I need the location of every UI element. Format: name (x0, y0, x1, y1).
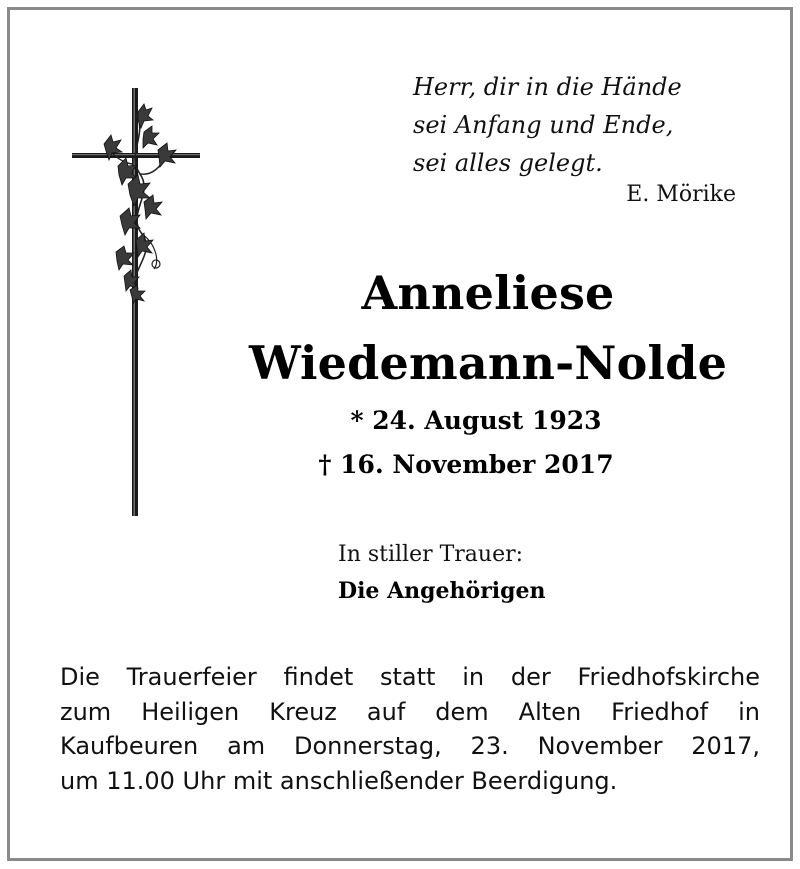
quote-author: E. Mörike (626, 182, 736, 207)
deceased-first-name: Anneliese (361, 266, 615, 320)
cross-with-ivy-icon (66, 84, 206, 520)
deceased-last-name: Wiedemann-Nolde (248, 336, 728, 390)
notice-line: Kaufbeuren am Donnerstag, 23. November 2017, (60, 732, 760, 760)
obituary-frame (7, 7, 793, 861)
notice-line: um 11.00 Uhr mit anschließender Beerdigung. (60, 766, 618, 795)
funeral-notice (60, 660, 760, 798)
death-date: † 16. November 2017 (318, 450, 614, 479)
quote-line: sei Anfang und Ende, (413, 111, 674, 139)
notice-line: Die Trauerfeier findet statt in der Friedhofskirche (60, 663, 760, 691)
quote-line: sei alles gelegt. (413, 149, 603, 177)
birth-date: * 24. August 1923 (350, 406, 602, 435)
notice-line: zum Heiligen Kreuz auf dem Alten Friedhof in (60, 697, 760, 726)
mourners-names: Die Angehörigen (338, 578, 546, 604)
quote-line: Herr, dir in die Hände (413, 73, 682, 101)
bible-quote (413, 68, 743, 182)
mourning-intro: In stiller Trauer: (338, 542, 524, 567)
